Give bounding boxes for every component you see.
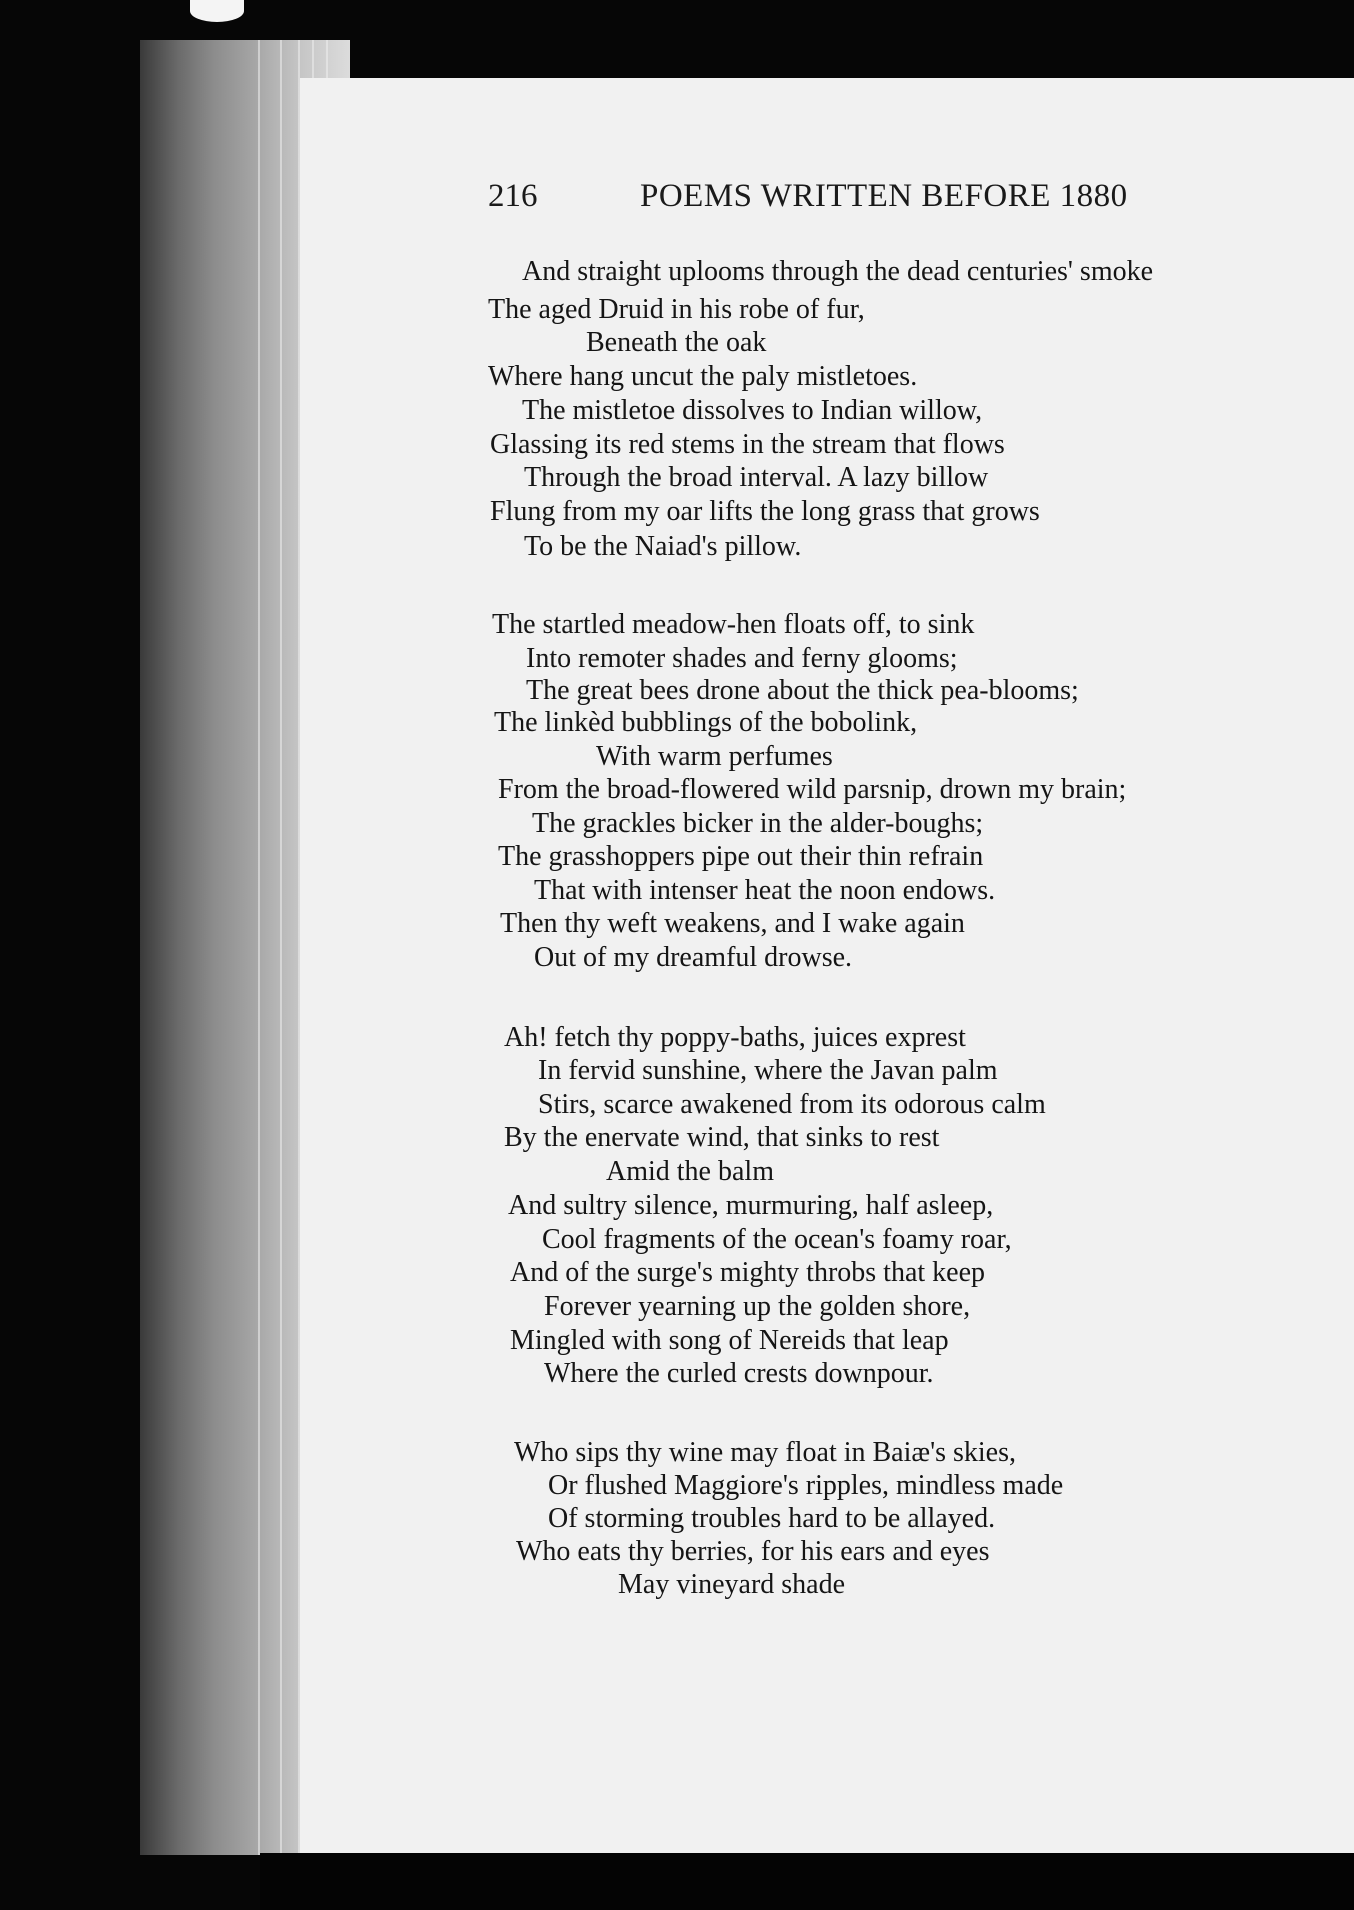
poem-line: The startled meadow-hen floats off, to sink — [492, 609, 975, 640]
poem-line: Into remoter shades and ferny glooms; — [526, 643, 958, 674]
poem-line: Stirs, scarce awakened from its odorous calm — [538, 1089, 1046, 1120]
poem-line: Of storming troubles hard to be allayed. — [548, 1503, 996, 1534]
poem-line: The grackles bicker in the alder-boughs; — [532, 808, 984, 839]
poem-line: From the broad-flowered wild parsnip, drown my brain; — [498, 774, 1127, 805]
poem-line: Then thy weft weakens, and I wake again — [500, 908, 965, 939]
poem-line: With warm perfumes — [596, 741, 833, 772]
poem-line: To be the Naiad's pillow. — [524, 531, 802, 562]
poem-line: And straight uplooms through the dead centuries' smoke — [522, 256, 1154, 287]
poem-line: Mingled with song of Nereids that leap — [510, 1325, 949, 1356]
poem-line: Amid the balm — [606, 1156, 774, 1187]
page-number: 216 — [488, 178, 538, 214]
poem-line: Cool fragments of the ocean's foamy roar, — [542, 1224, 1012, 1255]
poem-line: The grasshoppers pipe out their thin refrain — [498, 841, 984, 872]
poem-line: Where hang uncut the paly mistletoes. — [488, 361, 918, 392]
poem-line: By the enervate wind, that sinks to rest — [504, 1122, 940, 1153]
running-header — [488, 178, 1328, 224]
running-title: POEMS WRITTEN BEFORE 1880 — [640, 178, 1128, 214]
poem-line: Where the curled crests downpour. — [544, 1358, 934, 1389]
poem-line: Flung from my oar lifts the long grass that grows — [490, 496, 1040, 527]
poem-line: Through the broad interval. A lazy billow — [524, 462, 989, 493]
poem-line: Forever yearning up the golden shore, — [544, 1291, 971, 1322]
poem-line: Glassing its red stems in the stream that flows — [490, 429, 1005, 460]
poem-line: Who sips thy wine may float in Baiæ's skies, — [514, 1437, 1017, 1468]
poem-line: And sultry silence, murmuring, half asleep, — [508, 1190, 994, 1221]
poem-line: And of the surge's mighty throbs that keep — [510, 1257, 986, 1288]
page-shadow — [260, 1853, 1354, 1910]
poem-line: The aged Druid in his robe of fur, — [488, 294, 865, 325]
poem-line: The linkèd bubblings of the bobolink, — [494, 707, 918, 738]
poem-line: In fervid sunshine, where the Javan palm — [538, 1055, 998, 1086]
poem-line: Beneath the oak — [586, 327, 767, 358]
paper-fragment — [190, 0, 244, 22]
poem-line: Who eats thy berries, for his ears and eyes — [516, 1536, 990, 1567]
poem-line: May vineyard shade — [618, 1569, 846, 1600]
poem-line: That with intenser heat the noon endows. — [534, 875, 996, 906]
poem-line: The great bees drone about the thick pea-blooms; — [526, 675, 1079, 706]
poem-line: Or flushed Maggiore's ripples, mindless made — [548, 1470, 1064, 1501]
poem-line: The mistletoe dissolves to Indian willow, — [522, 395, 983, 426]
poem-line: Ah! fetch thy poppy-baths, juices exprest — [504, 1022, 966, 1053]
poem-line: Out of my dreamful drowse. — [534, 942, 853, 973]
